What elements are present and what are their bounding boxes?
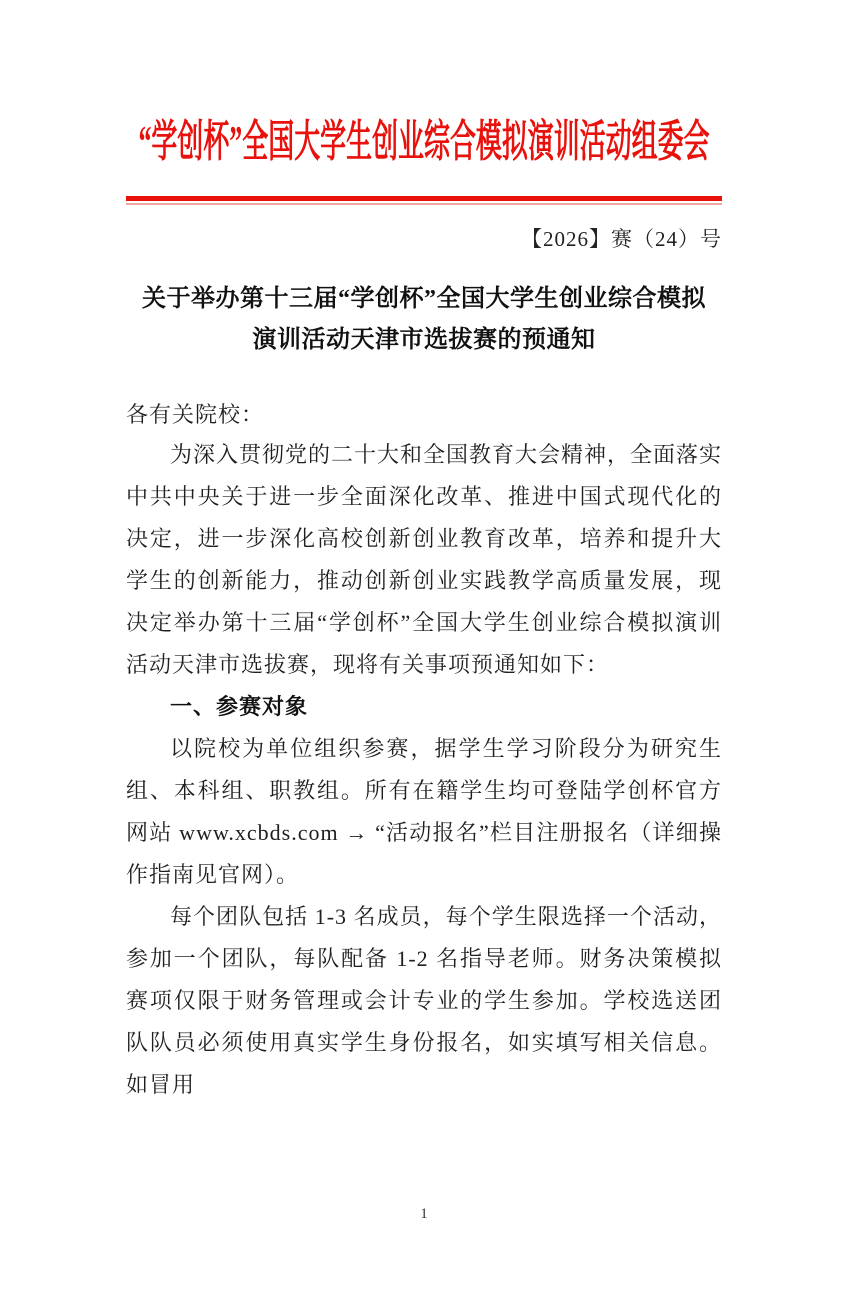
- organization-name: “学创杯”全国大学生创业综合模拟演训活动组委会: [138, 117, 710, 166]
- red-rule-thin: [126, 203, 722, 205]
- section-heading-participants: 一、参赛对象: [170, 694, 309, 719]
- document-title: [126, 279, 722, 361]
- document-page: [0, 108, 848, 1308]
- document-body: [126, 434, 722, 1106]
- document-title-line2: 演训活动天津市选拔赛的预通知: [252, 327, 596, 353]
- red-separator: [126, 196, 722, 205]
- intro-paragraph: 为深入贯彻党的二十大和全国教育大会精神，全面落实中共中央关于进一步全面深化改革、推进中国式现代化的决定，进一步深化高校创新创业教育改革，培养和提升大学生的创新能力，推动创新创业实践教学高质量发展，现决定举办第十三届“学创杯”全国大学生创业综合模拟演训活动天津市选拔赛，现将有关事项预通知如下：: [126, 442, 723, 677]
- red-rule-thick: [126, 196, 722, 201]
- section-paragraph: 每个团队包括 1-3 名成员，每个学生限选择一个活动，参加一个团队，每队配备 1-2 名指导老师。财务决策模拟赛项仅限于财务管理或会计专业的学生参加。学校选送团队队员必须使用真实学生身份报名，如实填写相关信息。如冒用: [126, 904, 722, 1097]
- salutation: 各有关院校：: [126, 402, 265, 427]
- document-number: 【2026】赛（24）号: [521, 227, 722, 251]
- letterhead: [126, 108, 722, 166]
- section-paragraph: 以院校为单位组织参赛，据学生学习阶段分为研究生组、本科组、职教组。所有在籍学生均可登陆学创杯官方网站 www.xcbds.com → “活动报名”栏目注册报名（详细操作指南见官网）。: [126, 736, 722, 887]
- document-title-line1: 关于举办第十三届“学创杯”全国大学生创业综合模拟: [142, 286, 706, 312]
- page-number: 1: [420, 1206, 428, 1222]
